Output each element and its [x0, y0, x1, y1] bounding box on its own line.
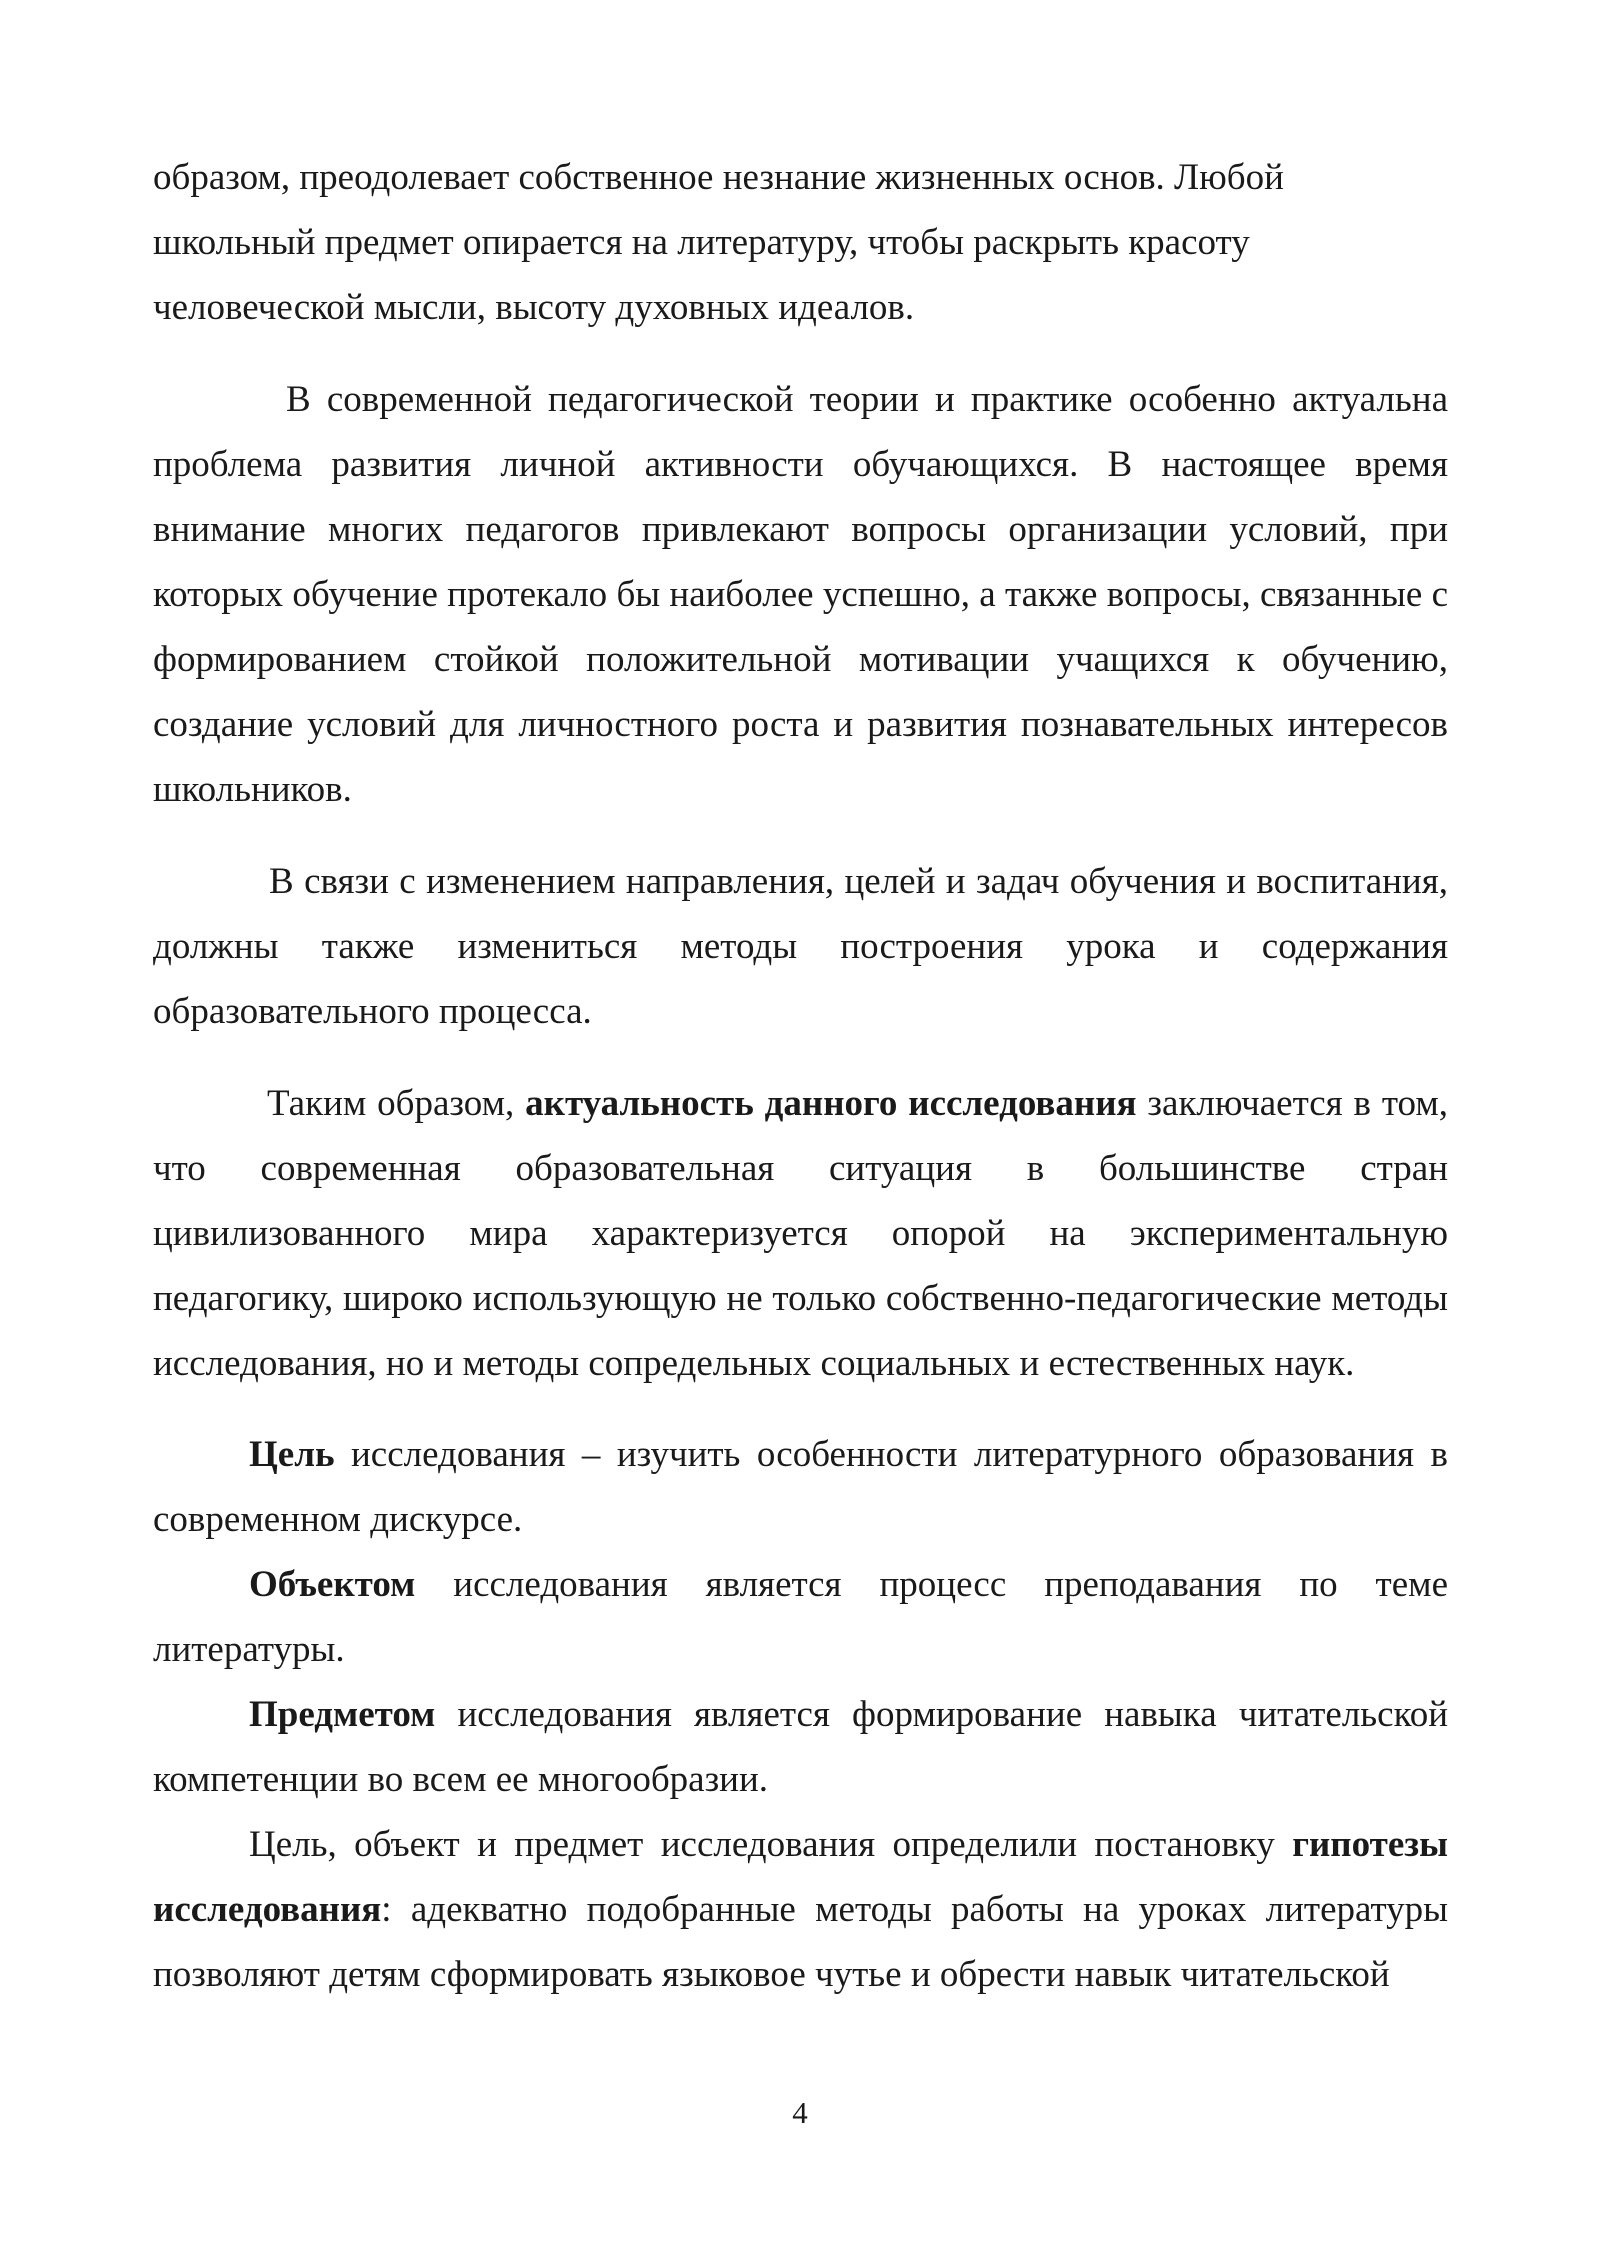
hypothesis-lead: Цель, объект и предмет исследования определили постановку: [249, 1824, 1293, 1865]
subject-text: исследования является формирование навыка читательской компетенции во всем ее многообразии.: [153, 1694, 1448, 1800]
paragraph-4-lead: Таким образом,: [267, 1083, 526, 1124]
goal-term: Цель: [249, 1434, 335, 1475]
body-text: [153, 145, 1448, 2007]
paragraph-3: В связи с изменением направления, целей и задач обучения и воспитания, должны также измениться методы построения урока и содержания образовательного процесса.: [153, 861, 1448, 1032]
paragraph-1: образом, преодолевает собственное незнание жизненных основ. Любой школьный предмет опирается на литературу, чтобы раскрыть красоту человеческой мысли, высоту духовных идеалов.: [153, 157, 1284, 328]
paragraph-2: В современной педагогической теории и практике особенно актуальна проблема развития личной активности обучающихся. В настоящее время внимание многих педагогов привлекают вопросы организации условий, при которых обучение протекало бы наиболее успешно, а также вопросы, связанные с формированием стойкой положительной мотивации учащихся к обучению, создание условий для личностного роста и развития познавательных интересов школьников.: [153, 379, 1448, 810]
paragraph-object: [153, 1552, 1448, 1682]
paragraph-goal: [153, 1422, 1448, 1552]
relevance-term: актуальность данного исследования: [525, 1083, 1137, 1124]
object-term: Объектом: [249, 1564, 416, 1605]
hypothesis-text: : адекватно подобранные методы работы на уроках литературы позволяют детям сформировать языковое чутье и обрести навык читательской: [153, 1889, 1448, 1995]
paragraph-subject: [153, 1682, 1448, 1812]
paragraph-4-rest: заключается в том, что современная образовательная ситуация в большинстве стран цивилизованного мира характеризуется опорой на экспериментальную педагогику, широко использующую не только собственно-педагогические методы исследования, но и методы сопредельных социальных и естественных наук.: [153, 1083, 1448, 1384]
subject-term: Предметом: [249, 1694, 436, 1735]
page-number: 4: [792, 2095, 808, 2130]
goal-text: исследования – изучить особенности литературного образования в современном дискурсе.: [153, 1434, 1448, 1540]
paragraph-4-relevance: [153, 1071, 1448, 1396]
paragraph-hypothesis: [153, 1812, 1448, 2007]
hypothesis-term: гипотезы исследования: [153, 1824, 1448, 1930]
object-text: исследования является процесс преподавания по теме литературы.: [153, 1564, 1448, 1670]
